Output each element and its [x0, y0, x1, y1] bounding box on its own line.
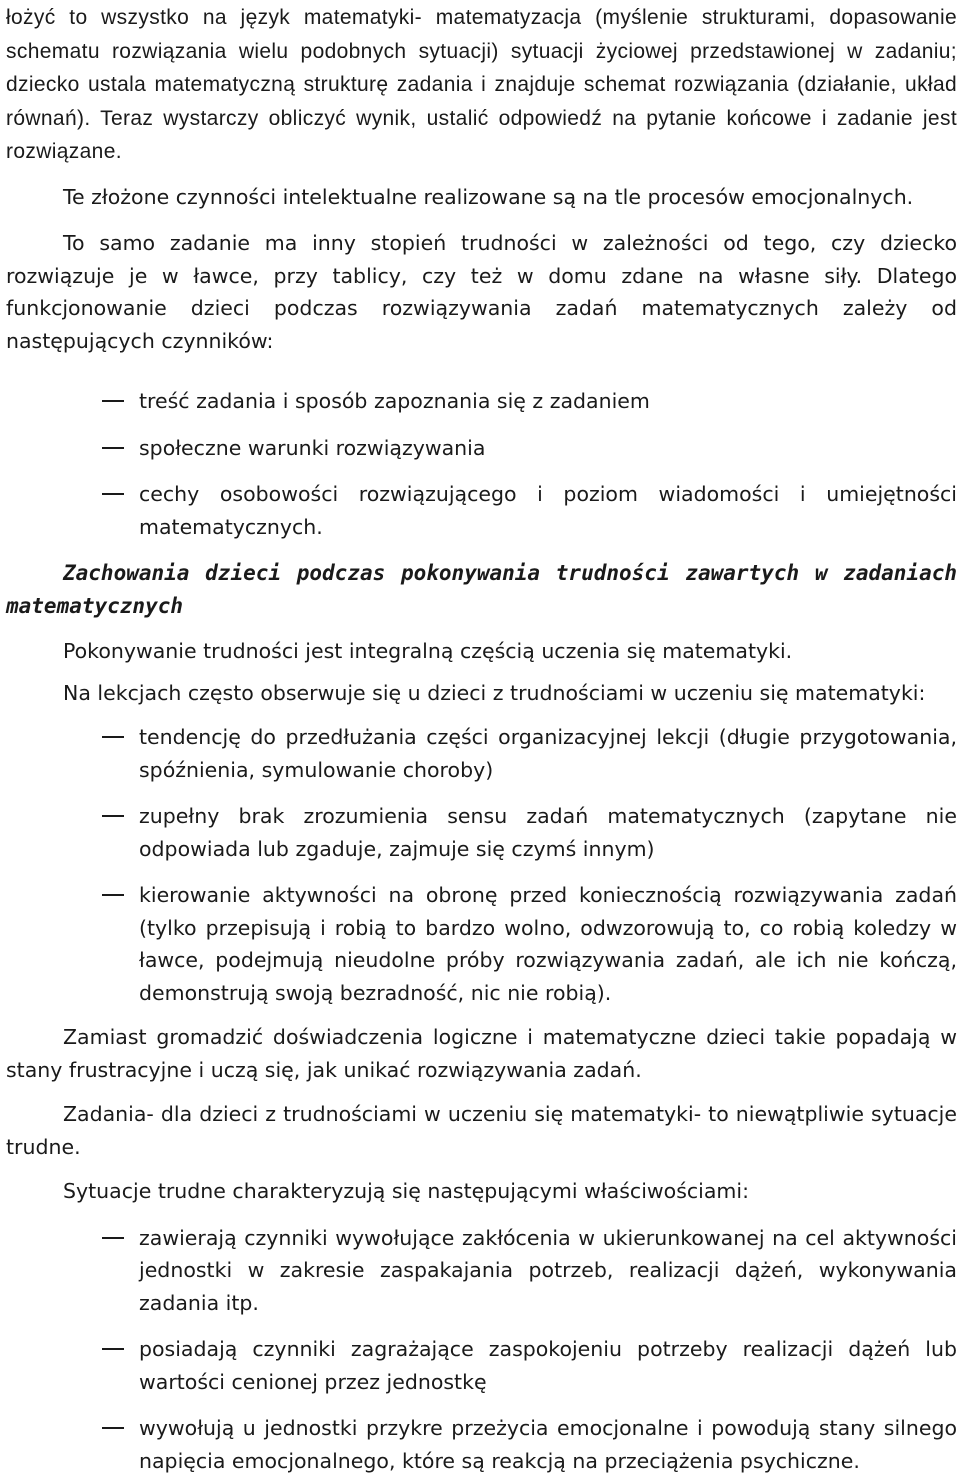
paragraph-emotional-processes: Te złożone czynności intelektualne realizowane są na tle procesów emocjonalnych.: [6, 181, 957, 214]
dash-bullet-icon: [102, 736, 124, 738]
list-item-text: społeczne warunki rozwiązywania: [139, 436, 485, 460]
intro-paragraph: łożyć to wszystko na język matematyki- matematyzacja (myślenie strukturami, dopasowanie schematu rozwiązania wielu podobnych sytuacji) sytuacji życiowej przedstawionej w zadaniu; dziecko ustala matematyczną strukturę zadania i znajduje schemat rozwiązania (działanie, układ równań). Teraz wystarczy obliczyć wynik, ustalić odpowiedź na pytanie końcowe i zadanie jest rozwiązane.: [6, 1, 957, 169]
dash-bullet-icon: [102, 894, 124, 896]
list-item: [6, 1333, 957, 1398]
list-item: [6, 1222, 957, 1320]
paragraph-observations: Na lekcjach często obserwuje się u dzieci z trudnościami w uczeniu się matematyki:: [6, 677, 957, 710]
list-item-text: cechy osobowości rozwiązującego i poziom wiadomości i umiejętności matematycznych.: [139, 482, 957, 539]
document-page: [6, 0, 957, 1477]
list-item: [6, 721, 957, 786]
properties-list: [6, 1222, 957, 1477]
list-item: [6, 385, 957, 418]
list-item-text: tendencję do przedłużania części organizacyjnej lekcji (długie przygotowania, spóźnienia, symulowanie choroby): [139, 725, 957, 782]
paragraph-frustration: Zamiast gromadzić doświadczenia logiczne i matematyczne dzieci takie popadają w stany frustracyjne i uczą się, jak unikać rozwiązywania zadań.: [6, 1021, 957, 1086]
dash-bullet-icon: [102, 815, 124, 817]
list-item-text: treść zadania i sposób zapoznania się z zadaniem: [139, 389, 650, 413]
dash-bullet-icon: [102, 1348, 124, 1350]
list-item: [6, 879, 957, 1009]
dash-bullet-icon: [102, 1237, 124, 1239]
list-item: [6, 432, 957, 465]
list-item: [6, 800, 957, 865]
list-item-text: zupełny brak zrozumienia sensu zadań matematycznych (zapytane nie odpowiada lub zgaduje, zajmuje się czymś innym): [139, 804, 957, 861]
section-heading: Zachowania dzieci podczas pokonywania trudności zawartych w zadaniach matematycznych: [6, 557, 957, 623]
paragraph-properties-intro: Sytuacje trudne charakteryzują się następującymi właściwościami:: [6, 1175, 957, 1208]
dash-bullet-icon: [102, 447, 124, 449]
paragraph-difficult-situations: Zadania- dla dzieci z trudnościami w uczeniu się matematyki- to niewątpliwie sytuacje trudne.: [6, 1098, 957, 1163]
dash-bullet-icon: [102, 493, 124, 495]
list-item: [6, 1412, 957, 1477]
paragraph-overcoming-difficulties: Pokonywanie trudności jest integralną częścią uczenia się matematyki.: [6, 635, 957, 668]
dash-bullet-icon: [102, 400, 124, 402]
dash-bullet-icon: [102, 1427, 124, 1429]
list-item-text: kierowanie aktywności na obronę przed koniecznością rozwiązywania zadań (tylko przepisują i robią to bardzo wolno, odwzorowują to, co robią koledzy w ławce, podejmują nieudolne próby rozwiązywania zadań, ale ich nie kończą, demonstrują swoją bezradność, nic nie robią).: [139, 883, 957, 1005]
factors-list: [6, 385, 957, 543]
list-item-text: zawierają czynniki wywołujące zakłócenia w ukierunkowanej na cel aktywności jednostki w zakresie zaspakajania potrzeb, realizacji dążeń, wykonywania zadania itp.: [139, 1226, 957, 1315]
list-item-text: posiadają czynniki zagrażające zaspokojeniu potrzeby realizacji dążeń lub wartości cenionej przez jednostkę: [139, 1337, 957, 1394]
paragraph-task-difficulty: To samo zadanie ma inny stopień trudności w zależności od tego, czy dziecko rozwiązuje je w ławce, przy tablicy, czy też w domu zdane na własne siły. Dlatego funkcjonowanie dzieci podczas rozwiązywania zadań matematycznych zależy od następujących czynników:: [6, 227, 957, 357]
list-item: [6, 478, 957, 543]
behaviours-list: [6, 721, 957, 1009]
list-item-text: wywołują u jednostki przykre przeżycia emocjonalne i powodują stany silnego napięcia emocjonalnego, które są reakcją na przeciążenia psychiczne.: [139, 1416, 957, 1473]
